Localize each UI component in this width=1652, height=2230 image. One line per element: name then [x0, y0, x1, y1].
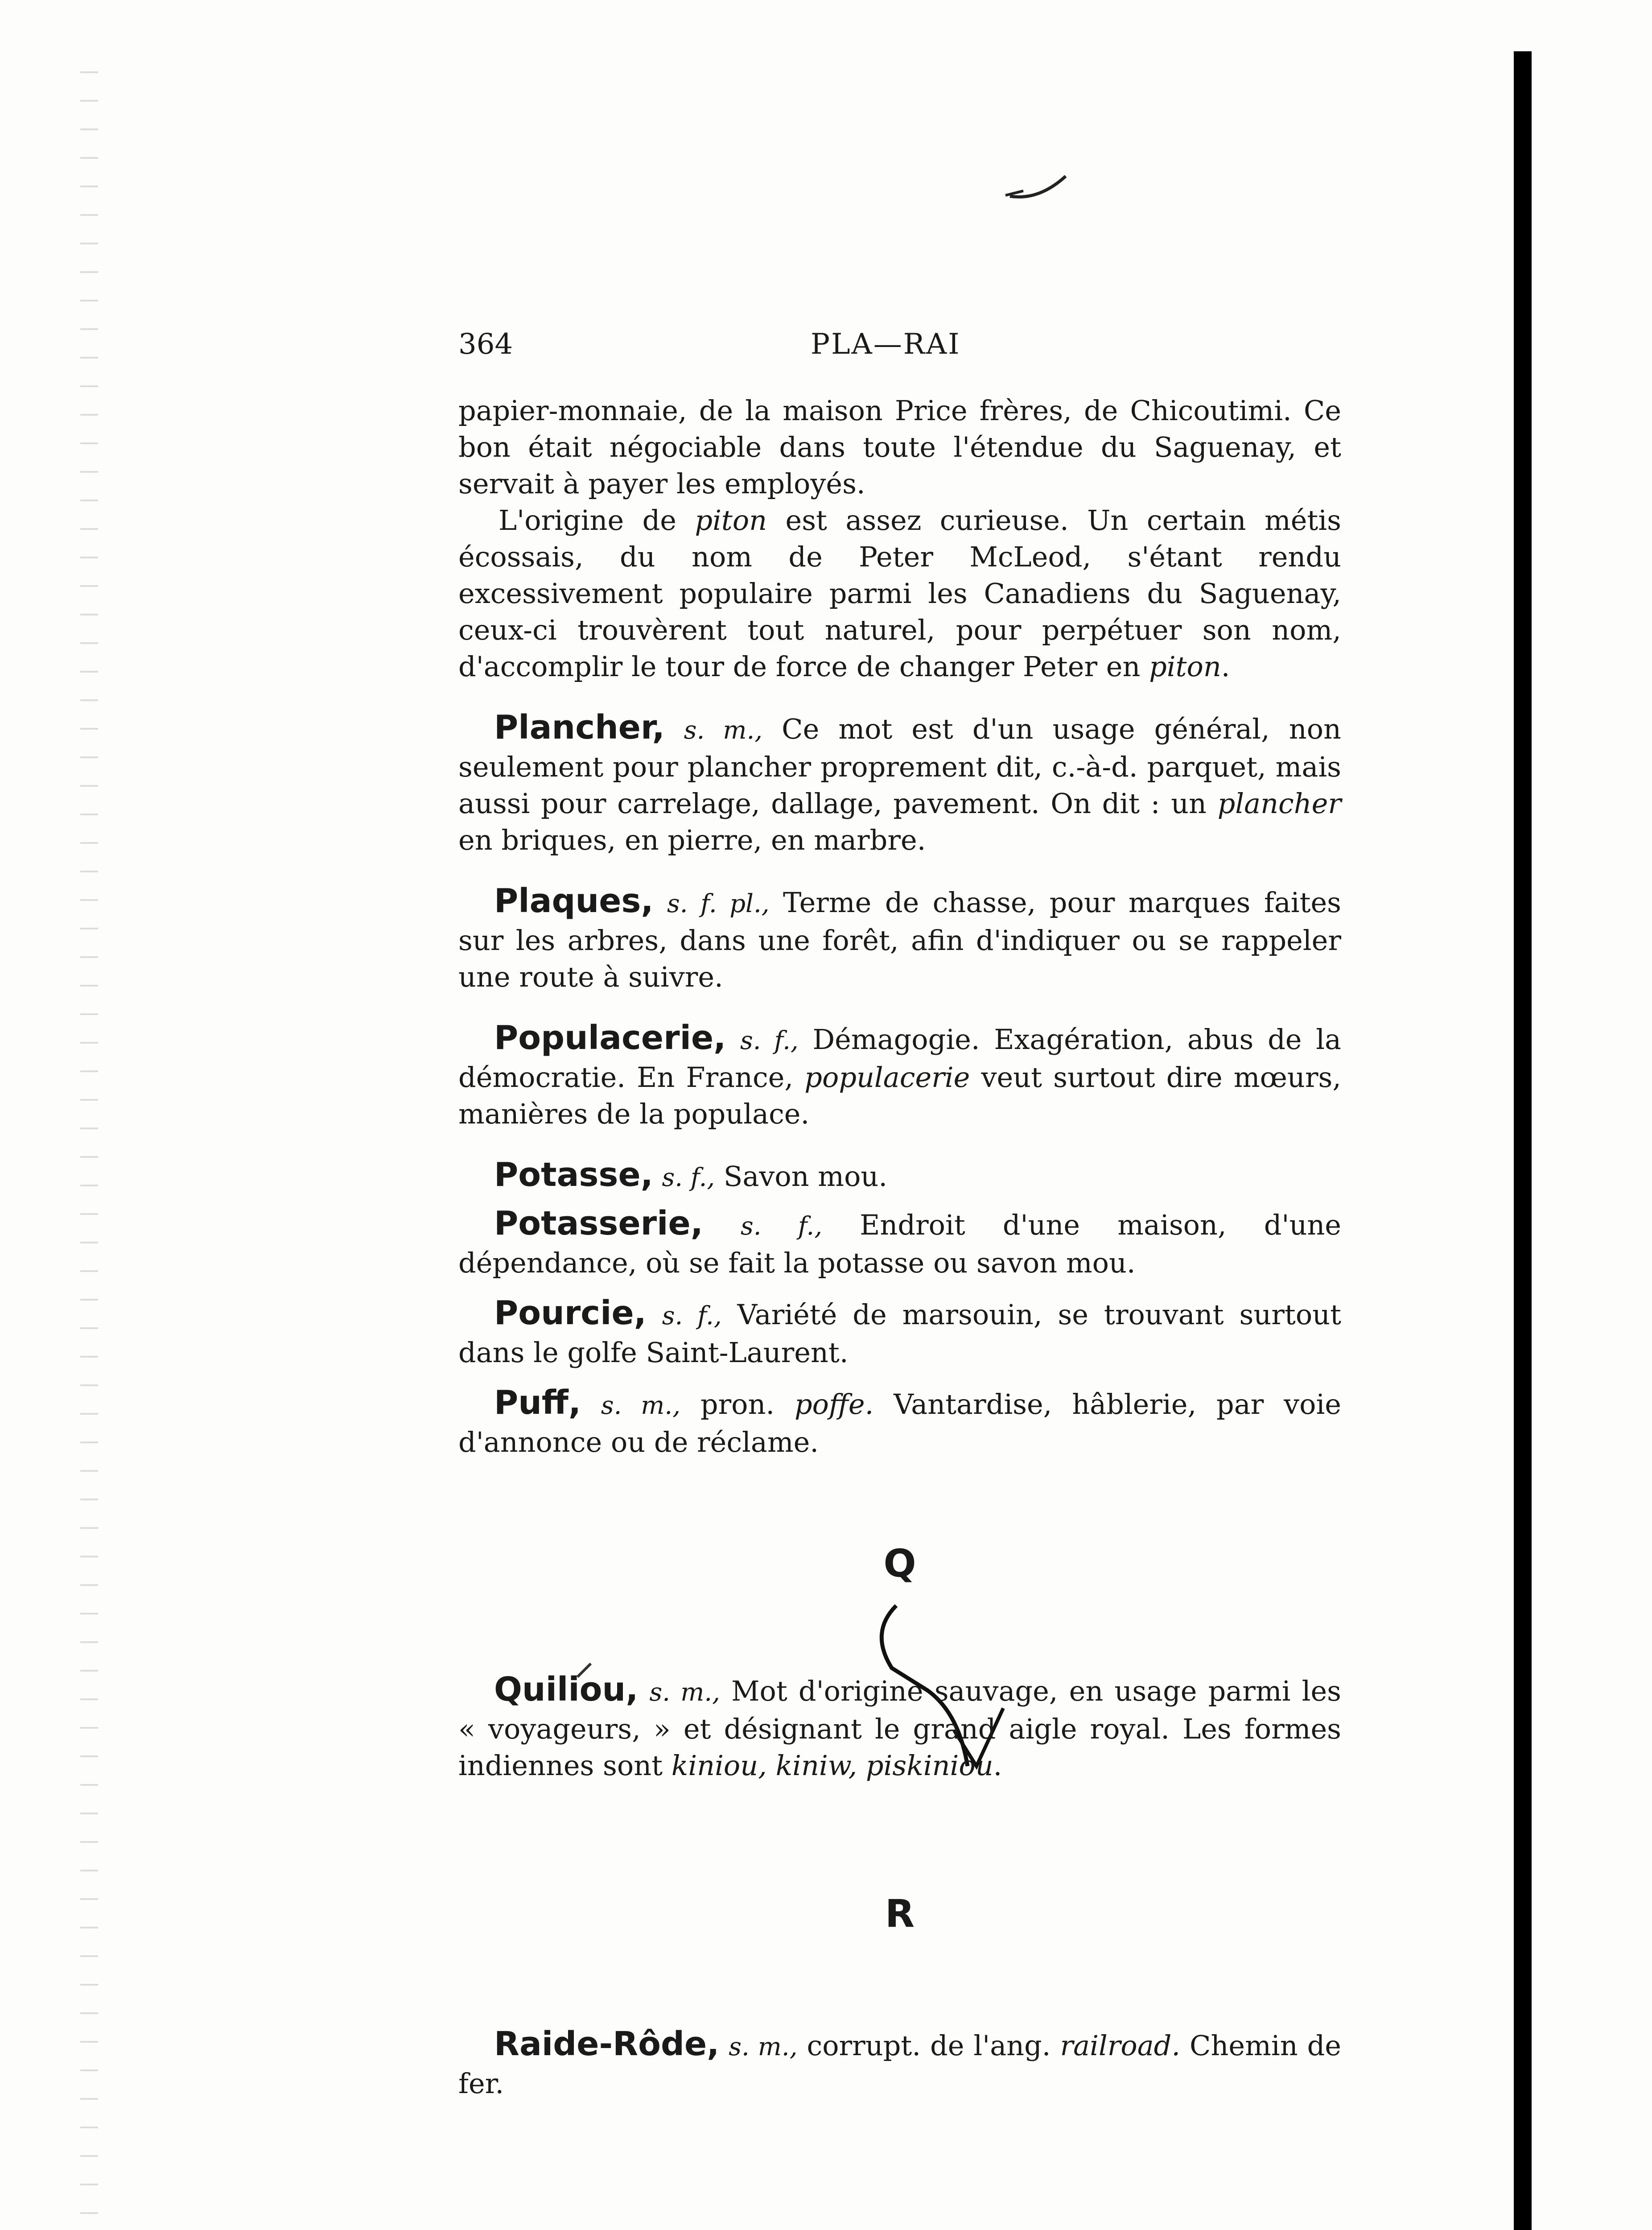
section-letter-r: R	[885, 1891, 915, 1936]
entry-plancher: Plancher, s. m., Ce mot est d'un usage général, non seulement pour plancher proprement dit, c.-à-d. parquet, mais aussi pour carrelage, dallage, pavement. On dit : un plancher en briques, en pierre, en marbre.	[458, 708, 1341, 856]
page-header	[458, 328, 1297, 368]
headword: Puff,	[494, 1383, 581, 1422]
headword: Quiliou,	[494, 1670, 639, 1709]
running-head: PLA—RAI	[811, 328, 961, 361]
entry-populacerie: Populacerie, s. f., Démagogie. Exagération, abus de la démocratie. En France, populacerie veut surtout dire mœurs, manières de la populace.	[458, 1019, 1341, 1130]
pencil-check-top	[1010, 176, 1066, 197]
headword: Pourcie,	[494, 1294, 647, 1332]
entry-potasse: Potasse, s. f., Savon mou.	[494, 1156, 888, 1194]
continued-paragraph: papier-monnaie, de la maison Price frères, de Chicoutimi. Ce bon était négociable dans toute l'étendue du Saguenay, et servait à payer les employés.	[458, 394, 1341, 500]
headword: Populacerie,	[494, 1019, 726, 1057]
scan-edge-bar	[1514, 51, 1532, 2230]
entry-quiliou: Quiliou, s. m., Mot d'origine sauvage, en usage parmi les « voyageurs, » et désignant le grand aigle royal. Les formes indiennes sont kiniou, kiniw, piskiniou.	[458, 1670, 1341, 1782]
headword: Potasserie,	[494, 1204, 703, 1243]
page-number: 364	[458, 328, 513, 361]
entry-puff: Puff, s. m., pron. poffe. Vantardise, hâblerie, par voie d'annonce ou de réclame.	[458, 1383, 1341, 1458]
entry-potasserie: Potasserie, s. f., Endroit d'une maison, d'une dépendance, où se fait la potasse ou savon mou.	[458, 1204, 1342, 1279]
entry-plaques: Plaques, s. f. pl., Terme de chasse, pour marques faites sur les arbres, dans une forêt, afin d'indiquer ou se rappeler une route à suivre.	[458, 882, 1341, 993]
headword: Potasse,	[494, 1156, 653, 1194]
page-body	[458, 392, 1341, 2102]
scan-noise-left	[80, 45, 98, 2230]
headword: Raide-Rôde,	[494, 2025, 720, 2063]
pencil-stroke-dash	[1005, 191, 1023, 195]
piton-origin-paragraph: L'origine de piton est assez curieuse. Un certain métis écossais, du nom de Peter McLeod, s'étant rendu excessivement populaire parmi les Canadiens du Saguenay, ceux-ci trouvèrent tout naturel, pour perpétuer son nom, d'accomplir le tour de force de changer Peter en piton.	[458, 504, 1341, 683]
entry-raide-rode: Raide-Rôde, s. m., corrupt. de l'ang. railroad. Chemin de fer.	[458, 2025, 1341, 2100]
section-letter-q: Q	[883, 1541, 916, 1586]
headword: Plancher,	[494, 708, 665, 747]
headword: Plaques,	[494, 882, 654, 920]
entry-pourcie: Pourcie, s. f., Variété de marsouin, se trouvant surtout dans le golfe Saint-Laurent.	[458, 1294, 1341, 1369]
